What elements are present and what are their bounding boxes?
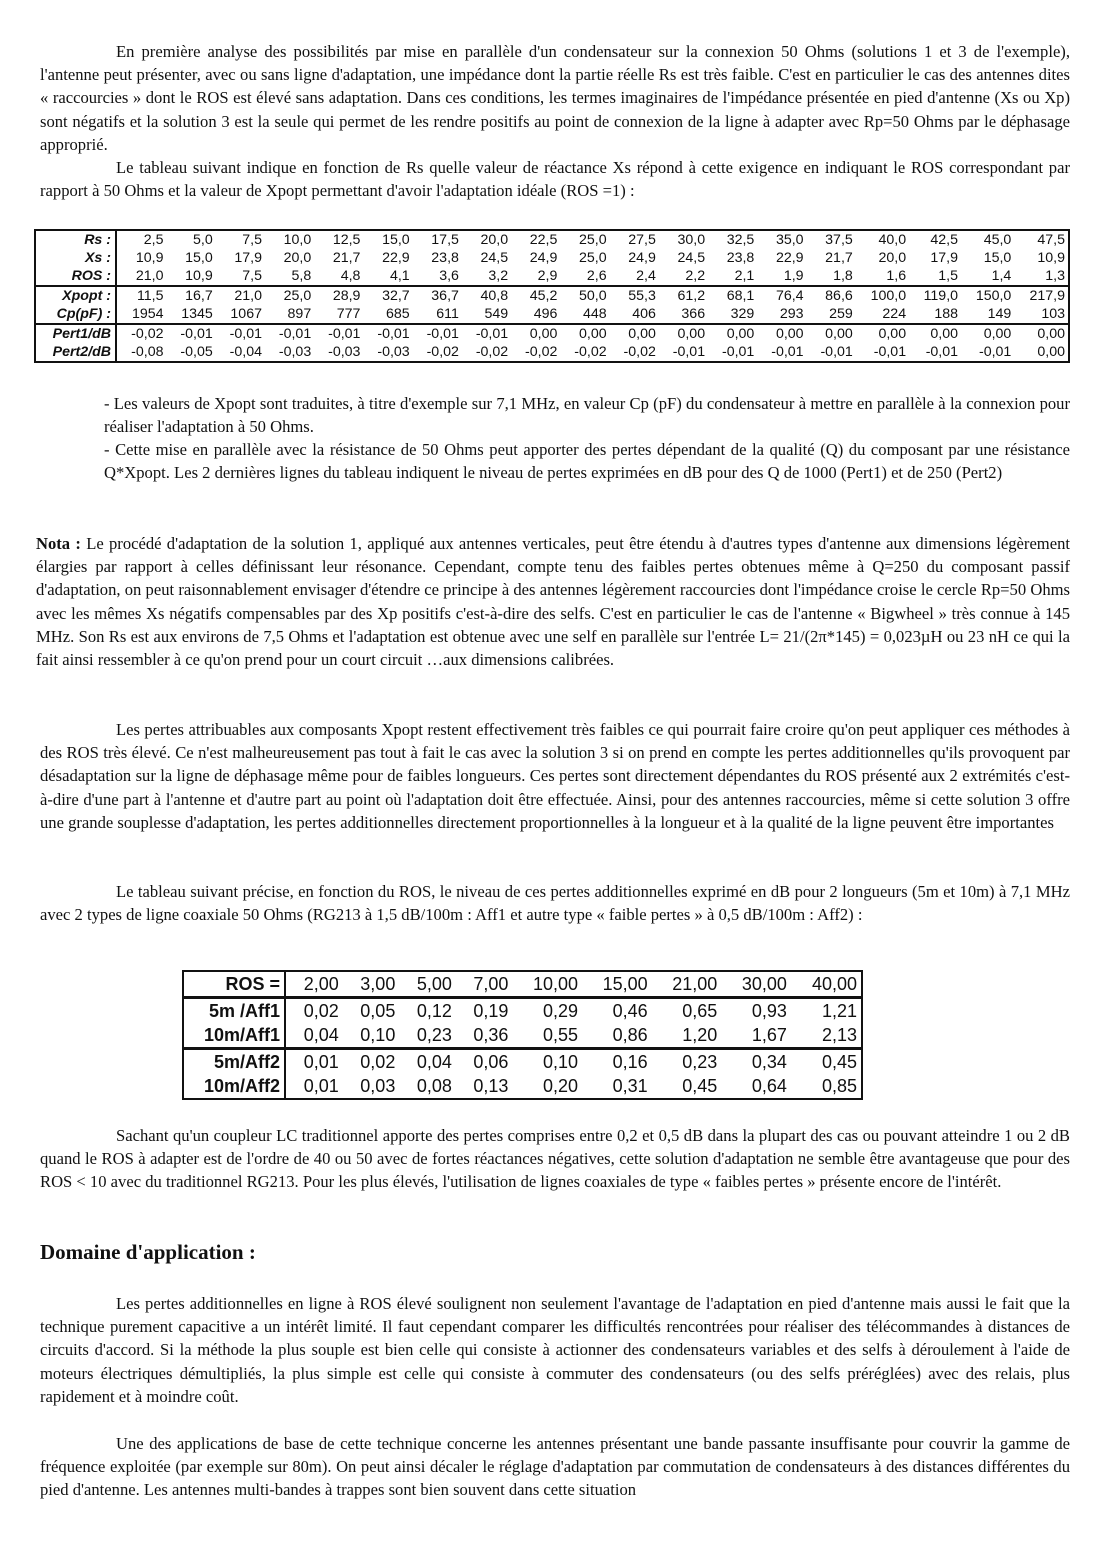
table1-cell: -0,02 [623,344,656,360]
table1-cell: 3,2 [488,268,509,284]
table1-cell: 293 [779,306,804,322]
table1-row-label: Rs : [35,230,116,249]
table1-cell: 21,0 [216,286,265,305]
table2-cell: 0,45 [791,1049,862,1075]
table2-cell: 0,55 [542,1025,579,1045]
table2-row [183,1023,862,1049]
bullet-losses: - Cette mise en parallèle avec la résistance de 50 Ohms peut apporter des pertes dépendant de la qualité (Q) du composant par une résistance Q*Xpopt. Les 2 dernières lignes du tableau indiquent le niveau de pertes exprimées en dB pour des Q de 1000 (Pert1) et de 250 (Pert2) [104,440,1070,483]
paragraph-intro: En première analyse des possibilités par mise en parallèle d'un condensateur sur la connexion 50 Ohms (solutions 1 et 3 de l'exemple), l'antenne peut présenter, avec ou sans ligne d'adaptation, une impédance dont la partie réelle Rs est très faible. C'est en particulier le cas des antennes dites « raccourcies » dont le ROS est élevé sans adaptation. Dans ces conditions, les termes imaginaires de l'impédance présentée en pied d'antenne (Xs ou Xp) sont négatifs et la solution 3 est la seule qui permet de les rendre positifs au point de connexion de la ligne à adapter avec Rp=50 Ohms par le déphasage approprié. [40,42,1070,154]
table2-header-cell: 3,00 [360,974,396,994]
table2-cell: 0,05 [343,998,400,1024]
table1-cell: 23,8 [726,250,755,266]
table1-row-label: ROS : [35,267,116,286]
table1-cell: 103 [1041,306,1065,322]
table2-cell: 0,01 [303,1076,339,1096]
table1-cell: 2,6 [586,268,607,284]
table2-row [183,998,862,1024]
table1-cell: -0,01 [721,344,755,360]
table1-cell: 40,8 [462,286,511,305]
table1-cell: 366 [681,306,706,322]
paragraph-nota [36,532,1070,671]
table2-header-cell: 30,00 [741,974,787,994]
table1-cell: 188 [934,306,959,322]
table1-cell: 4,8 [340,268,361,284]
table1-cell: -0,01 [925,344,959,360]
table1-cell: 10,9 [1037,250,1065,266]
table1-cell: 1,8 [833,268,853,284]
table1-cell: 10,0 [283,232,312,248]
table1-cell: 448 [582,306,607,322]
table2-row [183,1049,862,1075]
table2-cell: 2,13 [821,1025,857,1045]
table2-cell: 0,19 [456,998,513,1024]
table1-cell: 2,4 [636,268,656,284]
table1-cell: 45,0 [983,232,1012,248]
table1-cell: 68,1 [708,286,757,305]
table1-row [35,324,1069,343]
table2-row-label: 10m/Aff1 [183,1023,285,1049]
table1-cell: 24,9 [529,250,558,266]
table1-row [35,305,1069,324]
table1-cell: 36,7 [413,286,462,305]
table2-cell: 0,23 [652,1049,722,1075]
table1-cell: 2,1 [734,268,755,284]
table2-cell: 0,36 [473,1025,509,1045]
table1-cell: -0,05 [180,344,213,360]
table1-cell: 15,0 [983,250,1012,266]
table1-cell: 329 [730,306,755,322]
table1-cell: -0,01 [314,324,363,343]
table1-cell: 37,5 [825,232,853,248]
table1-cell: 10,9 [135,250,164,266]
table2-cell: 0,03 [360,1076,396,1096]
table1-cell: 1,6 [886,268,907,284]
table1-cell: 406 [632,306,656,322]
table1-cell: -0,02 [525,344,558,360]
table1-cell: 0,00 [1014,324,1069,343]
table1-cell: -0,02 [574,344,607,360]
paragraph-losses: Les pertes attribuables aux composants Xpopt restent effectivement très faibles ce qui pourrait faire croire qu'on peut appliquer ces méthodes à des ROS très élevé. Ce n'est malheureusement pas tout à fait le cas avec la solution 3 si on prend en compte les pertes additionnelles qu'ils provoquent par désadaptation sur la ligne de déphasage même pour de faibles longueurs. Ces pertes sont directement dépendantes du ROS présenté aux 2 extrémités c'est-à-dire d'une part à l'antenne et d'autre part au point où l'adaptation doit être effectuée. Ainsi, pour des antennes raccourcies, même si cette solution 3 offre une grande souplesse d'adaptation, les pertes additionnelles directement proportionnelles à la longueur et à la qualité de la ligne peuvent être importantes [40,720,1070,832]
table1-cell: 42,5 [930,232,959,248]
table1-cell: 5,0 [193,232,213,248]
table1-cell: 55,3 [610,286,659,305]
table1-cell: 0,00 [909,324,961,343]
table1-cell: 20,0 [878,250,907,266]
table1-cell: 100,0 [856,286,909,305]
table1-cell: 40,0 [878,232,907,248]
table1-cell: 3,6 [439,268,459,284]
table1-cell: 20,0 [283,250,312,266]
table1-cell: 76,4 [757,286,806,305]
table1-cell: -0,01 [167,324,216,343]
table1-cell: 496 [533,306,558,322]
table1-cell: 17,9 [234,250,262,266]
table1-cell: 4,1 [389,268,410,284]
table2-cell: 0,01 [285,1049,343,1075]
table1-cell: 24,5 [677,250,706,266]
table2-cell: 0,02 [343,1049,400,1075]
table1-cell: 1,5 [938,268,959,284]
table1-cell: 27,5 [628,232,656,248]
table1-cell: 16,7 [167,286,216,305]
table1-cell: 17,9 [930,250,959,266]
table2-row-label: 5m/Aff2 [183,1049,285,1075]
table1-cell: -0,08 [131,344,164,360]
table1-cell: 24,5 [480,250,509,266]
table1-cell: 149 [987,306,1012,322]
table1-cell: 32,5 [726,232,755,248]
table1-cell: 25,0 [265,286,314,305]
table1-cell: 0,00 [659,324,708,343]
table1-cell: -0,04 [229,344,262,360]
table1-cell: -0,03 [278,344,312,360]
table1-cell: 25,0 [579,232,607,248]
table2-header-cell: 15,00 [602,974,648,994]
table2-cell: 0,08 [416,1076,452,1096]
table1-cell: 32,7 [363,286,412,305]
paragraph-application: Les pertes additionnelles en ligne à ROS élevé soulignent non seulement l'avantage de l'adaptation en pied d'antenne mais aussi le fait que la technique purement capacitive a un intérêt limité. Il faut cependant comparer les difficultés rencontrées pour réaliser des télécommandes à distances de circuits d'accord. Si la méthode la plus souple est bien celle qui consiste à actionner des condensateurs variables et des selfs à déroulement à l'aide de moteurs électriques démultipliés, la plus simple est celle qui consiste à commuter des condensateurs (ou des selfs préréglées) avec des relais, plus rapidement et à moindre coût. [40,1294,1070,1406]
paragraph-coupler: Sachant qu'un coupleur LC traditionnel apporte des pertes comprises entre 0,2 et 0,5 dB dans la plupart des cas ou pouvant atteindre 1 ou 2 dB quand le ROS à adapter est de l'ordre de 40 ou 50 avec de fortes réactances négatives, cette solution d'adaptation ne semble être avantageuse que pour des ROS < 10 avec du traditionnel RG213. Pour les plus élevés, l'utilisation de lignes coaxiales de type « faibles pertes » présente encore de l'intérêt. [40,1126,1070,1192]
table2-cell: 0,04 [399,1049,456,1075]
table2-header-label: ROS = [183,971,285,998]
table1-cell: -0,01 [265,324,314,343]
table1-cell: 0,00 [961,324,1014,343]
paragraph-table1-intro: Le tableau suivant indique en fonction de Rs quelle valeur de réactance Xs répond à cette exigence en indiquant le ROS correspondant par rapport à 50 Ohms et la valeur de Xpopt permettant d'avoir l'adaptation idéale (ROS =1) : [40,158,1070,201]
table2-cell: 1,21 [791,998,862,1024]
table1-cell: -0,01 [363,324,412,343]
table1-cell: 61,2 [659,286,708,305]
bullet-xpopt: - Les valeurs de Xpopt sont traduites, à titre d'exemple sur 7,1 MHz, en valeur Cp (pF) du condensateur à mettre en parallèle à la connexion pour réaliser l'adaptation à 50 Ohms. [104,394,1070,437]
table1-cell: -0,01 [413,324,462,343]
table1-row [35,249,1069,267]
table1-cell: -0,01 [978,344,1012,360]
table2-cell: 0,65 [652,998,722,1024]
table1-cell: 0,00 [560,324,609,343]
table1-cell: -0,01 [873,344,907,360]
table1-cell: 10,9 [185,268,213,284]
table1-cell: 611 [436,306,459,322]
table2-cell: 0,34 [721,1049,791,1075]
table1-cell: 685 [386,306,410,322]
table1-cell: 86,6 [807,286,856,305]
table1-cell: 45,2 [511,286,560,305]
table1-cell: 30,0 [677,232,706,248]
table2-cell: 0,93 [721,998,791,1024]
table1-cell: 21,7 [825,250,853,266]
table2-cell: 0,86 [612,1025,648,1045]
table2-cell: 0,12 [399,998,456,1024]
table2-cell: 0,20 [542,1076,579,1096]
table2-header-cell: 2,00 [303,974,339,994]
table1-row [35,267,1069,286]
table1-cell: 35,0 [775,232,804,248]
reactance-table [34,229,1070,363]
table1-row-label: Xs : [35,249,116,267]
table2-header-cell: 21,00 [672,974,718,994]
table1-cell: 2,5 [143,232,164,248]
table1-cell: 217,9 [1014,286,1069,305]
table1-row [35,343,1069,362]
table1-cell: 2,2 [685,268,706,284]
table2-row [183,1074,862,1099]
table2-header-row [183,971,862,998]
table2-cell: 0,13 [473,1076,509,1096]
table1-row-label: Xpopt : [35,286,116,305]
table1-cell: 15,0 [382,232,410,248]
table1-cell: 11,5 [116,286,167,305]
table2-cell: 0,10 [360,1025,396,1045]
table2-cell: 1,20 [682,1025,718,1045]
table2-cell: 0,23 [416,1025,452,1045]
table2-cell: 1,67 [751,1025,787,1045]
table1-cell: 0,00 [856,324,909,343]
table1-cell: 22,5 [529,232,558,248]
table2-cell: 0,29 [512,998,582,1024]
table2-cell: 0,02 [285,998,343,1024]
table1-cell: 0,00 [1037,344,1065,360]
table2-cell: 0,04 [303,1025,339,1045]
table1-cell: 17,5 [431,232,459,248]
paragraph-bandwidth: Une des applications de base de cette technique concerne les antennes présentant une bande passante insuffisante pour couvrir la gamme de fréquence exploitée (par exemple sur 80m). On peut ainsi décaler le réglage d'adaptation par commutation de condensateurs à des distances différentes du pied d'antenne. Les antennes multi-bandes à trappes sont bien souvent dans cette situation [40,1434,1070,1500]
table2-header-cell: 7,00 [473,974,509,994]
table1-cell: 5,8 [291,268,312,284]
table1-cell: 150,0 [961,286,1014,305]
table1-cell: -0,01 [672,344,706,360]
table1-cell: 12,5 [332,232,361,248]
table1-cell: 0,00 [511,324,560,343]
table2-cell: 0,31 [612,1076,648,1096]
table1-cell: 0,00 [757,324,806,343]
table2-cell: 0,64 [751,1076,787,1096]
table2-header-cell: 10,00 [532,974,579,994]
table1-cell: 777 [336,306,361,322]
table2-cell: 0,85 [821,1076,857,1096]
table1-cell: -0,02 [116,324,167,343]
table1-row [35,286,1069,305]
table1-cell: 0,00 [807,324,856,343]
table1-cell: 20,0 [480,232,509,248]
table1-cell: 259 [829,306,853,322]
table1-cell: 7,5 [242,232,262,248]
table1-cell: 24,9 [628,250,656,266]
table1-cell: 21,0 [135,268,164,284]
section-heading: Domaine d'application : [40,1240,256,1264]
table2-cell: 0,46 [582,998,652,1024]
table1-cell: -0,01 [216,324,265,343]
table1-cell: -0,01 [462,324,511,343]
table1-cell: 1,3 [1045,268,1065,284]
table2-cell: 0,45 [682,1076,718,1096]
table2-header-cell: 5,00 [416,974,452,994]
table1-cell: 119,0 [909,286,961,305]
table2-cell: 0,10 [512,1049,582,1075]
table2-row-label: 5m /Aff1 [183,998,285,1024]
coax-loss-table [182,970,863,1100]
table1-cell: -0,03 [328,344,361,360]
table1-cell: -0,02 [426,344,459,360]
table1-cell: 0,00 [610,324,659,343]
table1-cell: 23,8 [431,250,459,266]
table2-row-label: 10m/Aff2 [183,1074,285,1099]
nota-label: Nota : [36,534,81,553]
table1-cell: 0,00 [708,324,757,343]
table1-cell: 1067 [230,306,262,322]
table1-cell: 47,5 [1037,232,1065,248]
table1-row-label: Pert2/dB [35,343,116,362]
table1-cell: 21,7 [332,250,361,266]
table1-cell: 1954 [131,306,164,322]
table1-cell: -0,01 [771,344,804,360]
table1-row-label: Cp(pF) : [35,305,116,324]
table2-cell: 0,16 [582,1049,652,1075]
paragraph-table2-intro: Le tableau suivant précise, en fonction du ROS, le niveau de ces pertes additionnelles exprimé en dB pour 2 longueurs (5m et 10m) à 7,1 MHz avec 2 types de ligne coaxiale 50 Ohms (RG213 à 1,5 dB/100m : Aff1 et autre type « faible pertes » à 0,5 dB/100m : Aff2) : [40,882,1070,925]
table1-cell: 15,0 [185,250,213,266]
nota-text: Le procédé d'adaptation de la solution 1, appliqué aux antennes verticales, peut être étendu à d'autres types d'antenne aux dimensions légèrement élargies par rapport à celles définissant leur résonance. Cependant, compte tenu des faibles pertes obtenues même à Q=250 du composant passif d'adaptation, on peut raisonnablement envisager d'étendre ce principe à des antennes légèrement raccourcies dont l'impédance croise le cercle Rp=50 Ohms avec les mêmes Xs négatifs compensables par des Xp positifs c'est-à-dire des selfs. C'est en particulier le cas de l'antenne « Bigwheel » très connue à 145 MHz. Son Rs est aux environs de 7,5 Ohms et l'adaptation est obtenue avec une self en parallèle sur l'entrée L= 21/(2π*145) = 0,023µH ou 23 nH ce qui la fait ainsi ressembler à ce qu'on prend pour un court circuit …aux dimensions calibrées. [36,534,1070,670]
table2-cell: 0,06 [456,1049,513,1075]
table1-cell: 25,0 [579,250,607,266]
table1-cell: -0,03 [377,344,410,360]
table1-cell: 22,9 [775,250,804,266]
table1-cell: 1,9 [783,268,804,284]
table1-cell: -0,02 [475,344,509,360]
table1-cell: 28,9 [314,286,363,305]
table1-row [35,230,1069,249]
table1-cell: 1,4 [991,268,1012,284]
table1-cell: 7,5 [242,268,262,284]
table1-cell: 224 [882,306,907,322]
table1-cell: 897 [287,306,312,322]
table1-cell: -0,01 [820,344,853,360]
table2-header-cell: 40,00 [811,974,857,994]
table1-cell: 2,9 [537,268,558,284]
table1-cell: 1345 [181,306,213,322]
table1-cell: 549 [484,306,509,322]
table1-row-label: Pert1/dB [35,324,116,343]
table1-cell: 22,9 [382,250,410,266]
table1-cell: 50,0 [560,286,609,305]
